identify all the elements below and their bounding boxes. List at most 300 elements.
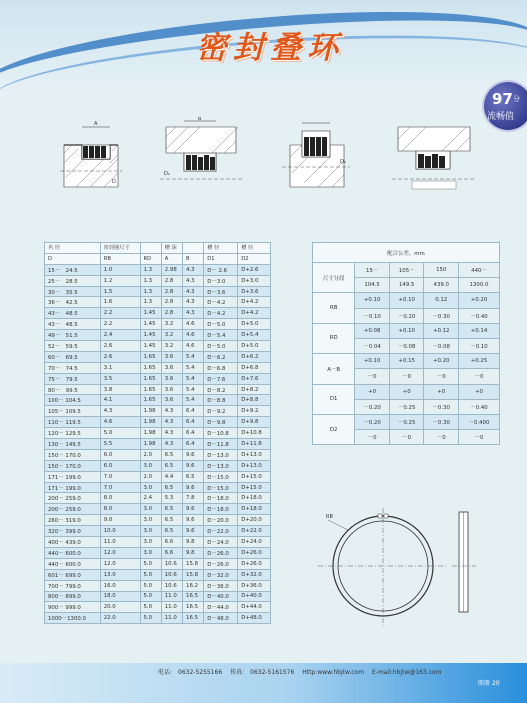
table-cell: 4.6 (183, 341, 204, 352)
table-cell: 2.8 (161, 308, 182, 319)
table-cell: 4.3 (100, 406, 140, 417)
table-cell: 2.0 (140, 471, 161, 482)
table-cell: D－22.0 (204, 526, 238, 537)
table-cell: 1.3 (140, 264, 161, 275)
tolerance-lower-cell: －0.08 (424, 338, 459, 353)
tolerance-lower-cell: －0.30 (424, 308, 459, 323)
tolerance-upper-cell: +0 (355, 384, 390, 399)
table-cell: 1.45 (140, 308, 161, 319)
tolerance-lower-cell: －0 (389, 430, 424, 445)
table-cell: D+40.0 (238, 591, 271, 602)
table-cell: 2.8 (161, 297, 182, 308)
table-cell: 4.1 (100, 395, 140, 406)
table-cell: 6.4 (183, 428, 204, 439)
table-row (45, 275, 271, 286)
table-row (45, 526, 271, 537)
table-row (45, 493, 271, 504)
table-cell: 5.4 (183, 384, 204, 395)
table-cell: 70－ 74.5 (45, 362, 101, 373)
tolerance-lower-cell: －0.30 (424, 399, 459, 414)
table-cell: 4.3 (183, 264, 204, 275)
label-d2: D₂ (164, 171, 170, 177)
table-cell: 6.6 (161, 537, 182, 548)
table-cell: 5.5 (100, 439, 140, 450)
table-cell: 16.5 (183, 602, 204, 613)
table-cell: D+8.8 (238, 395, 271, 406)
table-cell: 4.3 (183, 308, 204, 319)
table-cell: 11.0 (100, 537, 140, 548)
size-table-header-cell: 槽 径 (204, 243, 238, 254)
groove-diagram-4 (392, 117, 476, 197)
tolerance-upper-cell: +0.15 (389, 354, 424, 369)
table-cell: 4.4 (161, 471, 182, 482)
table-cell: 1.45 (140, 330, 161, 341)
size-range-label: 尺寸分段 (313, 263, 355, 293)
table-cell: 11.0 (161, 602, 182, 613)
tolerance-table (312, 242, 500, 445)
table-cell: 171－ 199.0 (45, 482, 101, 493)
size-table-header-cell: 名 径 (45, 243, 101, 254)
table-cell: D－3.0 (204, 275, 238, 286)
tolerance-upper-cell: －0.25 (389, 414, 424, 429)
table-cell: 36－ 42.5 (45, 297, 101, 308)
tolerance-row (313, 323, 500, 338)
table-cell: 130－ 149.5 (45, 439, 101, 450)
size-table (44, 242, 271, 624)
table-cell: D－13.0 (204, 460, 238, 471)
table-cell: 25－ 28.5 (45, 275, 101, 286)
table-cell: D－5.4 (204, 330, 238, 341)
table-row (45, 341, 271, 352)
table-cell: 75－ 79.5 (45, 373, 101, 384)
table-cell: D+32.0 (238, 569, 271, 580)
table-row (45, 460, 271, 471)
tolerance-lower-cell: －0.10 (459, 338, 500, 353)
size-table-header-cell: 槽 径 (238, 243, 271, 254)
table-cell: 120－ 129.5 (45, 428, 101, 439)
tolerance-lower-cell: －0 (355, 430, 390, 445)
table-cell: D－26.0 (204, 558, 238, 569)
size-table-header-cell: D2 (238, 253, 271, 264)
table-cell: 5.0 (140, 558, 161, 569)
table-cell: D－15.0 (204, 471, 238, 482)
contact-line (158, 667, 448, 676)
table-row (45, 602, 271, 613)
table-cell: D+44.0 (238, 602, 271, 613)
table-cell: 440－ 600.0 (45, 547, 101, 558)
badge-number: 97 (492, 90, 513, 108)
table-cell: D+20.0 (238, 515, 271, 526)
table-cell: D－48.0 (204, 613, 238, 624)
table-cell: 1.98 (140, 406, 161, 417)
table-cell: 5.0 (100, 428, 140, 439)
table-cell: 1.0 (100, 264, 140, 275)
table-cell: 2.6 (100, 351, 140, 362)
table-cell: 2.4 (100, 330, 140, 341)
table-cell: 6.4 (183, 406, 204, 417)
table-cell: D+5.4 (238, 330, 271, 341)
table-cell: D－5.0 (204, 319, 238, 330)
table-cell: 6.4 (183, 417, 204, 428)
table-cell: 6.5 (161, 526, 182, 537)
table-cell: D－44.0 (204, 602, 238, 613)
table-cell: 8.0 (100, 493, 140, 504)
table-cell: 9.6 (183, 515, 204, 526)
table-cell: 800－ 899.0 (45, 591, 101, 602)
table-cell: 3.6 (161, 395, 182, 406)
table-cell: 6.0 (100, 449, 140, 460)
table-cell: 30－ 35.5 (45, 286, 101, 297)
table-row (45, 439, 271, 450)
table-cell: 1.5 (100, 286, 140, 297)
range-to-cell: 439.0 (424, 278, 459, 293)
tolerance-upper-cell: +0.25 (459, 354, 500, 369)
tolerance-upper-cell: +0.14 (459, 323, 500, 338)
table-cell: D－18.0 (204, 493, 238, 504)
table-cell: D－10.8 (204, 428, 238, 439)
table-cell: 1.3 (140, 297, 161, 308)
table-cell: 18.0 (100, 591, 140, 602)
table-cell: 900－ 999.0 (45, 602, 101, 613)
table-row (45, 297, 271, 308)
groove-diagram-3 (282, 117, 350, 197)
table-cell: 2.2 (100, 308, 140, 319)
tolerance-upper-cell: +0.08 (355, 323, 390, 338)
table-cell: 4.6 (100, 417, 140, 428)
table-cell: 5.4 (183, 373, 204, 384)
table-row (45, 558, 271, 569)
table-cell: 9.6 (183, 460, 204, 471)
table-row (45, 308, 271, 319)
table-cell: D－26.0 (204, 547, 238, 558)
tolerance-row (313, 354, 500, 369)
table-row (45, 373, 271, 384)
tolerance-lower-cell: －0 (355, 369, 390, 384)
table-cell: 4.3 (183, 286, 204, 297)
table-cell: D－6.8 (204, 362, 238, 373)
range-from-cell: 15－ (355, 263, 390, 278)
page-title: 密封叠环 (196, 30, 344, 66)
ring-drawing (318, 508, 508, 626)
table-cell: 1.65 (140, 395, 161, 406)
table-cell: 2.8 (161, 275, 182, 286)
table-cell: 1.3 (140, 275, 161, 286)
tolerance-row (313, 384, 500, 399)
table-row (45, 362, 271, 373)
table-cell: 2.4 (140, 493, 161, 504)
table-cell: D－11.8 (204, 439, 238, 450)
table-cell: 2.8 (161, 286, 182, 297)
table-cell: D－4.2 (204, 308, 238, 319)
table-cell: 15.8 (183, 569, 204, 580)
contact-fax: 传真: 0632-5161576 (230, 669, 295, 676)
tolerance-upper-cell: －0.400 (459, 414, 500, 429)
table-cell: D+4.2 (238, 308, 271, 319)
table-cell: D+22.0 (238, 526, 271, 537)
table-cell: D－8.8 (204, 395, 238, 406)
table-cell: 5.4 (183, 395, 204, 406)
table-cell: 52－ 59.5 (45, 341, 101, 352)
table-cell: 1.65 (140, 351, 161, 362)
table-cell: 15.8 (183, 558, 204, 569)
table-cell: 13.0 (100, 569, 140, 580)
tolerance-upper-cell: －0.30 (424, 414, 459, 429)
table-cell: D－4.2 (204, 297, 238, 308)
table-cell: D+18.0 (238, 493, 271, 504)
table-cell: D－9.8 (204, 417, 238, 428)
table-row (45, 613, 271, 624)
table-cell: 260－ 319.0 (45, 515, 101, 526)
table-cell: 6.5 (161, 482, 182, 493)
table-row (45, 351, 271, 362)
table-row (45, 537, 271, 548)
table-cell: 80－ 99.5 (45, 384, 101, 395)
size-table-header-cell: A (161, 253, 182, 264)
page-num: 20 (491, 680, 500, 687)
tolerance-lower-cell: －0 (424, 430, 459, 445)
range-from-cell: 105－ (389, 263, 424, 278)
table-cell: D－32.0 (204, 569, 238, 580)
table-cell: D+6.2 (238, 351, 271, 362)
table-cell: D+15.0 (238, 482, 271, 493)
table-cell: 3.0 (140, 504, 161, 515)
table-cell: 10.6 (161, 580, 182, 591)
label-b: B (198, 117, 202, 122)
table-cell: 3.0 (140, 537, 161, 548)
table-row (45, 504, 271, 515)
table-cell: 7.0 (100, 471, 140, 482)
label-a: A (94, 121, 98, 127)
table-cell: 3.0 (140, 526, 161, 537)
groove-diagram-2 (160, 117, 242, 197)
table-cell: 11.0 (161, 591, 182, 602)
table-row (45, 264, 271, 275)
table-cell: 3.2 (161, 330, 182, 341)
table-cell: D－13.0 (204, 449, 238, 460)
tolerance-lower-cell: －0.40 (459, 399, 500, 414)
table-cell: 6.0 (100, 460, 140, 471)
table-cell: 9.6 (183, 482, 204, 493)
table-cell: D+5.0 (238, 341, 271, 352)
table-cell: D－7.6 (204, 373, 238, 384)
table-row (45, 286, 271, 297)
size-table-header-cell: 槽 深 (161, 243, 182, 254)
table-cell: D－24.0 (204, 537, 238, 548)
tolerance-upper-cell: +0.10 (389, 293, 424, 308)
table-cell: 9.6 (183, 504, 204, 515)
table-cell: 4.6 (183, 319, 204, 330)
tolerance-group-label: RB (313, 293, 355, 323)
table-cell: 100－ 104.5 (45, 395, 101, 406)
table-cell: D－5.0 (204, 341, 238, 352)
table-cell: 60－ 69.5 (45, 351, 101, 362)
table-row (45, 580, 271, 591)
table-cell: D+4.2 (238, 297, 271, 308)
table-cell: 16.2 (183, 580, 204, 591)
table-cell: 105－ 109.5 (45, 406, 101, 417)
table-cell: 4.3 (161, 439, 182, 450)
table-cell: 3.8 (100, 384, 140, 395)
table-cell: 5.0 (140, 613, 161, 624)
table-cell: D－8.2 (204, 384, 238, 395)
table-cell: 5.0 (140, 591, 161, 602)
table-row (45, 515, 271, 526)
size-table-header-cell: RD (140, 253, 161, 264)
table-cell: 3.2 (161, 341, 182, 352)
tolerance-range-row (313, 263, 500, 278)
tolerance-upper-cell: +0.20 (424, 354, 459, 369)
table-cell: 6.5 (183, 471, 204, 482)
table-cell: 6.4 (183, 439, 204, 450)
table-cell: D－9.2 (204, 406, 238, 417)
tolerance-lower-cell: －0 (459, 430, 500, 445)
table-cell: 9.8 (183, 537, 204, 548)
table-cell: 3.0 (140, 482, 161, 493)
tolerance-lower-cell: －0.10 (355, 308, 390, 323)
table-cell: 3.0 (140, 460, 161, 471)
tolerance-title: 配合公差、mm (313, 243, 500, 263)
table-cell: D+15.0 (238, 471, 271, 482)
tolerance-row (313, 293, 500, 308)
tolerance-upper-cell: +0 (459, 384, 500, 399)
table-cell: 1.45 (140, 319, 161, 330)
badge-unit: 分 (513, 95, 520, 103)
table-cell: 16.5 (183, 613, 204, 624)
table-cell: 6.5 (161, 460, 182, 471)
contact-email: E-mail:hbjtw@163.com (371, 669, 442, 676)
table-cell: 1.6 (100, 297, 140, 308)
table-cell: 7.8 (183, 493, 204, 504)
table-row (45, 471, 271, 482)
size-table-header-cell: D1 (204, 253, 238, 264)
tolerance-lower-cell: －0.20 (355, 399, 390, 414)
table-row (45, 449, 271, 460)
table-cell: D+2.6 (238, 264, 271, 275)
tolerance-upper-cell: +0.10 (389, 323, 424, 338)
fluency-badge (484, 82, 527, 130)
table-cell: 3.6 (161, 351, 182, 362)
table-cell: 2.2 (100, 319, 140, 330)
tolerance-upper-cell: +0 (424, 384, 459, 399)
table-cell: 9.0 (100, 515, 140, 526)
table-cell: 6.5 (161, 504, 182, 515)
table-cell: D+13.0 (238, 449, 271, 460)
table-cell: 4.6 (183, 330, 204, 341)
range-from-cell: 440－ (459, 263, 500, 278)
table-cell: 1.98 (140, 428, 161, 439)
table-cell: 200－ 259.0 (45, 493, 101, 504)
table-cell: D+7.6 (238, 373, 271, 384)
table-cell: 3.2 (161, 319, 182, 330)
table-cell: 440－ 600.0 (45, 558, 101, 569)
table-cell: 9.6 (183, 526, 204, 537)
tolerance-row (313, 414, 500, 429)
tolerance-group-label: D2 (313, 414, 355, 444)
table-cell: 10.0 (100, 526, 140, 537)
tolerance-upper-cell: +0.10 (355, 354, 390, 369)
table-cell: 3.6 (161, 373, 182, 384)
table-cell: 43－ 48.5 (45, 319, 101, 330)
table-row (45, 319, 271, 330)
page-label: 图册 (478, 680, 491, 687)
table-cell: D+6.8 (238, 362, 271, 373)
table-cell: 7.0 (100, 482, 140, 493)
table-cell: D－6.2 (204, 351, 238, 362)
table-cell: 1.65 (140, 362, 161, 373)
table-cell: D+11.8 (238, 439, 271, 450)
range-to-cell: 104.5 (355, 278, 390, 293)
contact-web: Http:www.hbjtw.com (302, 669, 365, 676)
table-cell: 2.98 (161, 264, 182, 275)
table-row (45, 569, 271, 580)
table-cell: 6.5 (161, 449, 182, 460)
table-cell: D+9.8 (238, 417, 271, 428)
size-table-header-cell (183, 243, 204, 254)
table-cell: 5.3 (161, 493, 182, 504)
table-cell: 16.5 (183, 591, 204, 602)
tolerance-group-label: RD (313, 323, 355, 353)
tolerance-lower-cell: －0.20 (389, 308, 424, 323)
page-number (478, 678, 500, 687)
table-cell: D+8.2 (238, 384, 271, 395)
table-cell: 4.3 (161, 417, 182, 428)
tolerance-lower-cell: －0.04 (355, 338, 390, 353)
contact-phone: 电话: 0632-5255166 (158, 669, 223, 676)
tolerance-lower-cell: －0 (424, 369, 459, 384)
table-cell: 5.0 (140, 569, 161, 580)
table-cell: 1.98 (140, 439, 161, 450)
table-cell: D－ 2.6 (204, 264, 238, 275)
table-cell: 4.3 (183, 275, 204, 286)
table-cell: 601－ 699.0 (45, 569, 101, 580)
table-cell: 1.65 (140, 373, 161, 384)
table-cell: D+48.0 (238, 613, 271, 624)
size-table-header-cell: D (45, 253, 101, 264)
range-from-cell: 150 (424, 263, 459, 278)
table-cell: 12.0 (100, 558, 140, 569)
tolerance-lower-cell: －0.40 (459, 308, 500, 323)
ring-label-rb: RB (326, 514, 333, 520)
table-cell: 1.3 (140, 286, 161, 297)
table-cell: D+36.0 (238, 580, 271, 591)
tolerance-upper-cell: －0.20 (355, 414, 390, 429)
table-cell: 2.6 (100, 341, 140, 352)
table-cell: D－36.0 (204, 580, 238, 591)
table-cell: 4.3 (161, 428, 182, 439)
table-cell: 700－ 799.0 (45, 580, 101, 591)
table-cell: 43－ 48.5 (45, 308, 101, 319)
table-row (45, 330, 271, 341)
table-cell: 22.0 (100, 613, 140, 624)
table-cell: D+13.0 (238, 460, 271, 471)
size-table-header-cell: RB (100, 253, 140, 264)
table-row (45, 547, 271, 558)
tolerance-upper-cell: +0.20 (459, 293, 500, 308)
table-cell: 3.6 (161, 384, 182, 395)
table-cell: 5.0 (140, 602, 161, 613)
range-to-cell: 1300.0 (459, 278, 500, 293)
table-cell: 6.6 (161, 547, 182, 558)
table-cell: 5.4 (183, 351, 204, 362)
table-row (45, 406, 271, 417)
table-cell: 171－ 199.0 (45, 471, 101, 482)
table-cell: 3.0 (140, 515, 161, 526)
table-cell: 1.45 (140, 341, 161, 352)
table-cell: 3.6 (161, 362, 182, 373)
table-cell: D+3.0 (238, 275, 271, 286)
table-row (45, 384, 271, 395)
tolerance-group-label: A－B (313, 354, 355, 384)
